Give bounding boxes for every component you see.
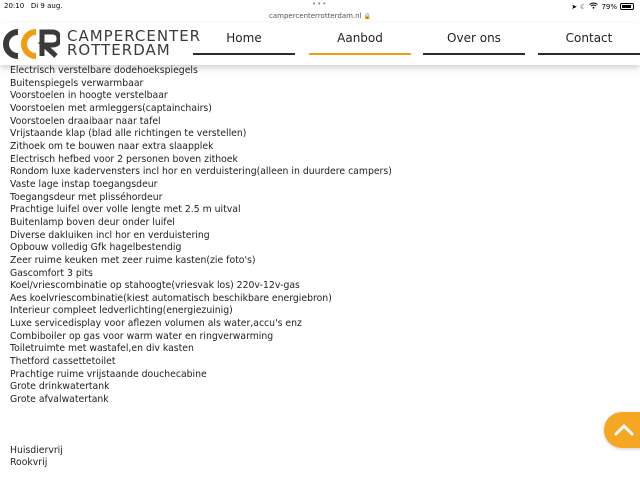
url-text[interactable]: campercenterrotterdam.nl — [268, 12, 362, 20]
list-item: Buitenlamp boven deur onder luifel — [10, 216, 175, 228]
list-item: Toiletruimte met wastafel,en div kasten — [10, 343, 194, 355]
nav-label: Aanbod — [337, 31, 383, 45]
list-item: Electrisch verstelbare dodehoekspiegels — [10, 65, 198, 76]
nav-aanbod[interactable] — [309, 29, 411, 57]
status-clock: 20:10 — [4, 2, 25, 10]
lock-icon: 🔒 — [363, 13, 372, 20]
list-item: Toegangsdeur met plisséhordeur — [10, 191, 163, 203]
list-item: Vaste lage instap toegangsdeur — [10, 178, 158, 190]
list-item: Grote afvalwatertank — [10, 394, 109, 406]
logo-icon[interactable] — [0, 29, 60, 59]
status-time — [4, 2, 63, 10]
list-item: Vrijstaande klap (blad alle richtingen te verstellen) — [10, 128, 247, 140]
list-item: Huisdiervrij — [10, 444, 63, 456]
nav-label: Over ons — [447, 31, 501, 45]
brand-name[interactable] — [67, 29, 201, 57]
list-item: Luxe servicedisplay voor aflezen volumen als water,accu's enz — [10, 318, 302, 330]
nav-home[interactable] — [193, 29, 295, 57]
list-item: Koel/vriescombinatie op stahoogte(vriesvak los) 220v-12v-gas — [10, 280, 300, 292]
list-item: Opbouw volledig Gfk hagelbestendig — [10, 242, 182, 254]
nav-underline-active — [309, 53, 411, 55]
nav-underline — [423, 53, 525, 55]
status-date: Di 9 aug. — [30, 2, 63, 10]
list-item: Voorstoelen met armleggers(captainchairs) — [10, 102, 212, 114]
list-item: Prachtige ruime vrijstaande douchecabine — [10, 368, 207, 380]
wifi-icon — [589, 2, 598, 11]
feature-list — [10, 65, 610, 470]
multitask-dots-icon[interactable]: ••• — [312, 0, 328, 8]
nav-label: Contact — [565, 31, 613, 45]
list-item: Voorstoelen draaibaar naar tafel — [10, 115, 161, 127]
list-item: Rondom luxe kadervensters incl hor en verduistering(alleen in duurdere campers) — [10, 166, 392, 178]
nav-underline — [193, 53, 295, 55]
site-header — [0, 23, 640, 65]
list-item: Aes koelvriescombinatie(kiest automatisch beschikbare energiebron) — [10, 292, 332, 304]
battery-level: 79% — [601, 2, 617, 11]
list-item: Rookvrij — [10, 457, 48, 469]
list-item: Diverse dakluiken incl hor en verduistering — [10, 229, 210, 241]
status-indicators — [571, 2, 634, 11]
main-nav — [193, 29, 640, 59]
list-item: Prachtige luifel over volle lengte met 2.5 m uitval — [10, 204, 241, 216]
moon-icon: ☾ — [580, 2, 587, 11]
list-item: Thetford cassettetoilet — [10, 356, 116, 368]
list-item: Zeer ruime keuken met zeer ruime kasten(zie foto's) — [10, 254, 256, 266]
list-item: Zithoek om te bouwen naar extra slaapplek — [10, 140, 214, 152]
spacer — [10, 407, 610, 445]
nav-over-ons[interactable] — [423, 29, 525, 57]
status-bar — [0, 0, 640, 12]
list-item: Voorstoelen in hoogte verstelbaar — [10, 90, 168, 102]
list-item: Grote drinkwatertank — [10, 381, 110, 393]
brand-line-2: ROTTERDAM — [67, 41, 171, 59]
brand-line-1: CAMPERCENTER — [67, 27, 202, 45]
list-item: Gascomfort 3 pits — [10, 267, 93, 279]
address-bar[interactable] — [0, 12, 640, 22]
nav-contact[interactable] — [538, 29, 640, 57]
scroll-to-top-button[interactable] — [604, 412, 640, 448]
list-item: Buitenspiegels verwarmbaar — [10, 77, 144, 89]
list-item: Electrisch hefbed voor 2 personen boven zithoek — [10, 153, 238, 165]
location-icon: ➤ — [571, 2, 578, 11]
battery-icon — [620, 3, 634, 10]
list-item: Combiboiler op gas voor warm water en ringverwarming — [10, 330, 274, 342]
list-item: Interieur compleet ledverlichting(energiezuinig) — [10, 305, 233, 317]
nav-label: Home — [226, 31, 262, 45]
chevron-up-icon — [614, 422, 634, 436]
nav-underline — [538, 53, 640, 55]
